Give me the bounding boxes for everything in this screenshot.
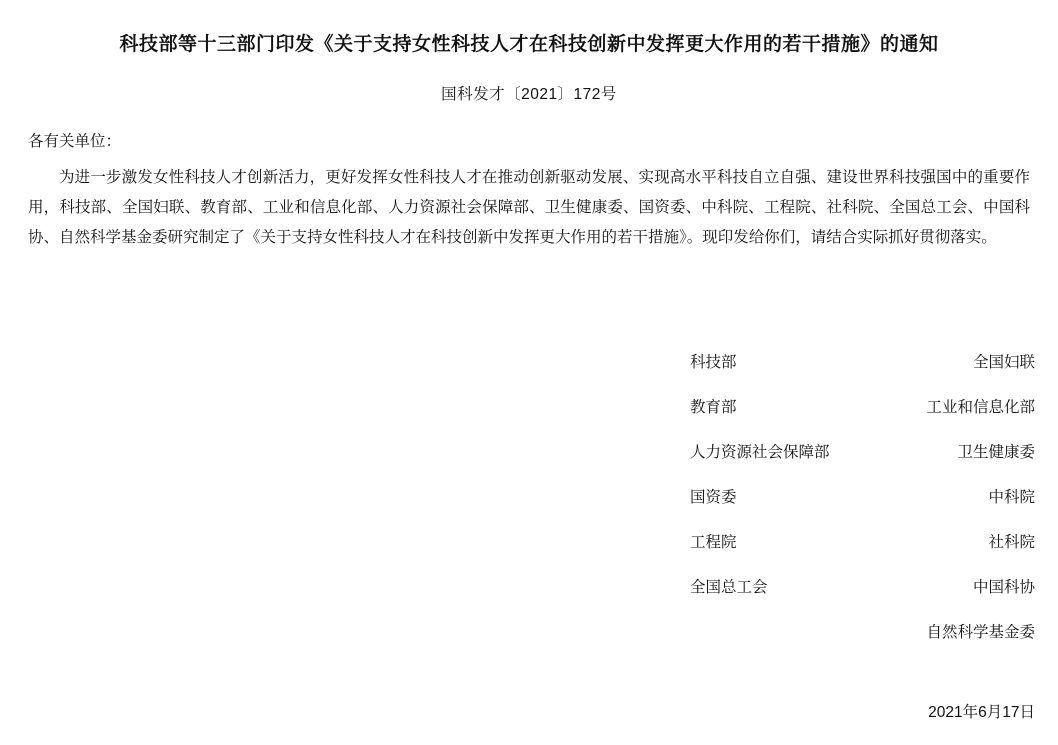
- signatory-left: 教育部: [690, 399, 737, 416]
- document-number: 国科发才〔2021〕172号: [441, 86, 617, 103]
- signatory-right: 自然科学基金委: [926, 624, 1035, 641]
- signature-block: [690, 340, 1035, 655]
- page-title: 科技部等十三部门印发《关于支持女性科技人才在科技创新中发挥更大作用的若干措施》的通知: [119, 34, 939, 55]
- signatory-right: 社科院: [988, 534, 1035, 551]
- signatory-row: [690, 565, 1035, 610]
- salutation: 各有关单位：: [28, 133, 122, 150]
- signatory-left: 国资委: [690, 489, 737, 506]
- signatory-row: [690, 475, 1035, 520]
- document-date: 2021年6月17日: [928, 704, 1035, 721]
- signatory-right: 卫生健康委: [957, 444, 1035, 461]
- signatory-row: [690, 610, 1035, 655]
- signatory-left: 科技部: [690, 354, 737, 371]
- signatory-right: 中科院: [988, 489, 1035, 506]
- body-paragraph: 为进一步激发女性科技人才创新活力，更好发挥女性科技人才在推动创新驱动发展、实现高水平科技自立自强、建设世界科技强国中的重要作用，科技部、全国妇联、教育部、工业和信息化部、人力资源社会保障部、卫生健康委、国资委、中科院、工程院、社科院、全国总工会、中国科协、自然科学基金委研究制定了《关于支持女性科技人才在科技创新中发挥更大作用的若干措施》。现印发给你们，请结合实际抓好贯彻落实。: [28, 169, 1030, 246]
- signatory-left: 全国总工会: [690, 579, 768, 596]
- signatory-row: [690, 340, 1035, 385]
- signatory-row: [690, 385, 1035, 430]
- signatory-row: [690, 430, 1035, 475]
- signatory-right: 全国妇联: [972, 354, 1035, 371]
- signatory-right: 工业和信息化部: [926, 399, 1035, 416]
- signatory-left: 工程院: [690, 534, 737, 551]
- signatory-right: 中国科协: [972, 579, 1035, 596]
- signatory-row: [690, 520, 1035, 565]
- signatory-left: 人力资源社会保障部: [690, 444, 830, 461]
